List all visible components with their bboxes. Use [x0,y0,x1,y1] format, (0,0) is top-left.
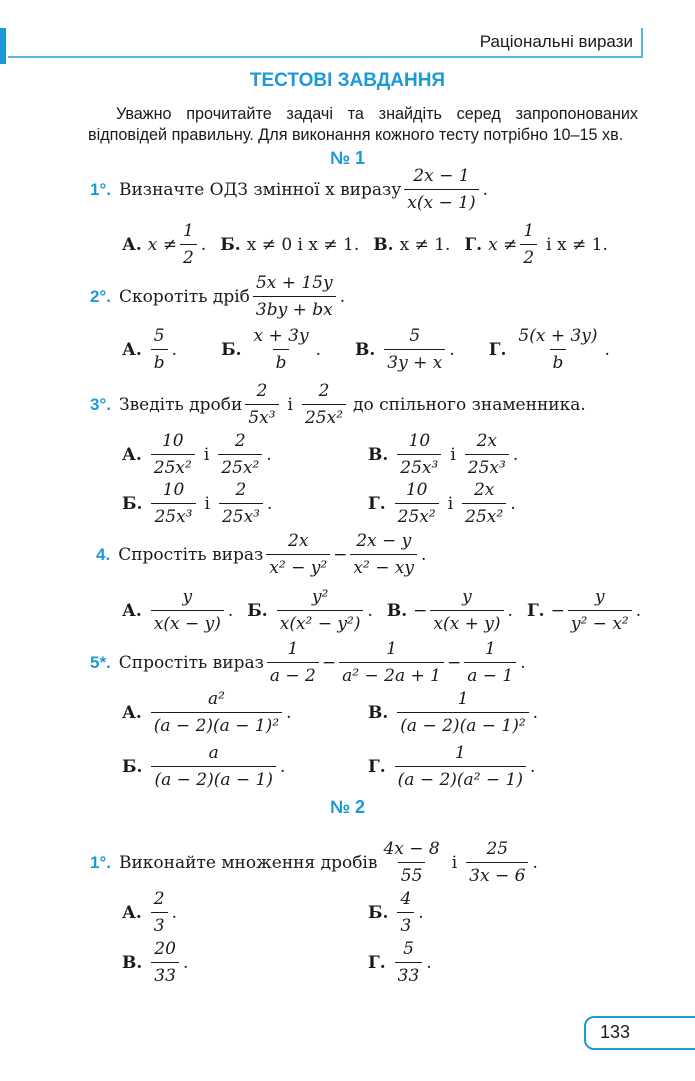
option-a-label: А. [122,600,142,621]
task-1-4: 4. Спростіть вираз $\frac{2x}{\text{x² − y²}}$ − $\frac{2x - y}{\text{x² − xy}}$ . [96,531,427,578]
denominator: x(x − y) [151,610,224,635]
numerator: 1 [386,639,397,659]
task-2-1-option-b: Б. $\frac{4}{3}$ . [368,889,424,936]
task-text: Спростіть вираз [118,544,264,565]
running-header [0,28,695,64]
task-number: 2°. [90,286,111,306]
option-g-fraction [568,586,632,635]
task-text: Спростіть вираз [118,652,264,673]
fraction [397,688,528,737]
option-b-label: Б. [220,234,241,255]
fraction [151,688,282,737]
intro-line-1: Уважно прочитайте задачі та знайдіть серед запропонованих [116,105,638,123]
fraction [395,742,526,791]
page-number: 133 [600,1022,631,1042]
task-1-2: 2°. Скоротіть дріб $\frac{5x + 15y}{3by + bx}$ . [90,273,346,320]
numerator: 5 [403,939,414,959]
option-g-fraction [520,220,537,269]
option-b-label: Б. [221,339,242,360]
numerator: x + 3y [253,326,309,346]
task-fraction-2 [302,380,346,429]
task-number: 5*. [90,652,111,672]
task-fraction-1 [245,380,278,429]
task-2-1: 1°. Виконайте множення дробів $\frac{4x - 8}{55}$ і $\frac{25}{3x - 6}$ . [90,839,538,886]
fraction [218,430,262,479]
task-number: 4. [96,544,111,564]
task-text: Зведіть дроби [118,394,243,415]
denominator: 25x² [151,454,195,479]
option-c-text: x ≠ 1. [399,234,451,255]
task-text: Визначте ОДЗ змінної x виразу [118,179,402,200]
denominator: (a − 2)(a − 1) [151,766,276,791]
option-label: А. [122,444,142,465]
option-label: Г. [368,756,386,777]
denominator: a − 1 [464,662,516,687]
fraction [151,742,276,791]
option-g-tail: і x ≠ 1. [546,234,608,255]
task-text-tail: до спільного знаменника. [353,394,586,415]
header-accent-bar [0,28,6,64]
option-label: Г. [368,493,386,514]
option-a-fraction [151,586,224,635]
fraction [397,430,441,479]
numerator: y [462,587,472,607]
option-label: Б. [122,493,143,514]
numerator: 1 [454,743,466,763]
fraction [151,479,195,528]
numerator: 1 [484,639,496,659]
task-fraction-2 [339,638,444,687]
fraction [219,479,263,528]
option-label: А. [122,702,142,723]
task-1-1-options: А. x ≠ $\frac{1}{2}$ . Б. x ≠ 0 і x ≠ 1. В. x ≠ 1. Г. x ≠ $\frac{1}{2}$ і x ≠ 1. [122,221,608,268]
numerator: 2x − y [356,531,412,551]
numerator: 5x + 15y [255,273,333,293]
numerator: y² [311,587,329,607]
numerator: 2 [235,480,247,500]
denominator: x² − xy [350,554,417,579]
numerator: 10 [161,431,184,451]
task-1-4-options: А. $\frac{y}{x(x - y)}$ . Б. $\frac{\text{y²}}{\text{x(x² − y²)}}$ . В. − $\frac{y}{x(x + y)}$ . Г. − $\frac{y}{\text{y² − x²}}$ . [122,587,642,634]
task-fraction-1 [266,530,330,579]
numerator: y [594,587,605,607]
option-label: В. [122,952,143,973]
denominator: a − 2 [267,662,319,687]
numerator: 4 [400,889,412,909]
denominator: 25x² [302,404,346,429]
denominator: 2 [520,244,537,269]
task-number: 1°. [90,852,111,872]
conjunction: і [451,852,458,873]
numerator: 20 [154,939,176,959]
fraction [395,938,423,987]
denominator: 25x³ [397,454,441,479]
task-expression [253,272,336,321]
numerator: 2 [256,381,268,401]
numerator: 1 [287,639,299,659]
intro-line-2: відповідей правильну. Для виконання кожного тесту потрібно 10–15 хв. [88,126,624,144]
task-2-1-option-c: В. $\frac{20}{33}$ . [122,939,189,986]
task-1-3 [90,380,586,429]
numerator: 10 [162,480,185,500]
denominator: a² − 2a + 1 [339,662,444,687]
option-a-fraction [180,220,197,269]
denominator: x(x² − y²) [277,610,364,635]
task-fraction-3 [464,638,516,687]
numerator: 10 [405,480,428,500]
denominator: 3by + bx [253,296,336,321]
intro-text [88,104,638,146]
task-expression [404,165,478,214]
denominator: y² − x² [568,610,632,635]
task-1-3-option-c: В. $\frac{10}{\text{25x³}}$ і $\frac{2x}{\text{25x³}}$ . [368,431,519,478]
option-g-fraction [515,325,600,374]
task-2-1-option-a: А. $\frac{2}{3}$ . [122,889,177,936]
task-1-2-options: А. $\frac{5}{b}$ . Б. $\frac{x + 3y}{b}$ . В. $\frac{5}{3y + x}$ . Г. $\frac{5(x + 3y)}{b}$ . [122,326,610,373]
fraction [397,888,414,937]
option-a-fraction [151,325,168,374]
option-label: Б. [368,902,389,923]
task-fraction-2 [350,530,417,579]
denominator: 25x³ [465,454,509,479]
numerator: 2x [473,480,495,500]
denominator: 3x − 6 [466,862,528,887]
option-c-label: В. [386,600,408,621]
denominator: 33 [151,962,179,987]
denominator: b [151,349,168,374]
task-fraction-1 [267,638,319,687]
numerator: a [208,743,219,763]
fraction [465,430,509,479]
option-g-label: Г. [488,339,507,360]
test-2-title: № 2 [329,797,366,817]
numerator: 4x − 8 [383,839,440,859]
task-1-3-option-b: Б. $\frac{10}{\text{25x³}}$ і $\frac{2}{\text{25x³}}$ . [122,480,273,527]
denominator: 3 [151,912,168,937]
task-1-5-option-g: Г. $\frac{1}{\text{(a − 2)(a² − 1)}}$ . [368,743,536,790]
denominator: 25x³ [151,503,195,528]
fraction [462,479,506,528]
fraction [395,479,439,528]
denominator: x² − y² [266,554,330,579]
numerator: 5 [409,326,421,346]
option-b-text: x ≠ 0 і x ≠ 1. [246,234,360,255]
task-1-5-option-b: Б. $\frac{a}{(a - 2)(a - 1)}$ . [122,743,286,790]
denominator: (a − 2)(a − 1)² [151,712,282,737]
numerator: 2 [153,889,165,909]
task-number: 1°. [90,179,111,199]
denominator: 55 [398,862,426,887]
numerator: 2x [476,431,497,451]
denominator: 25x² [218,454,262,479]
chapter-title: Раціональні вирази [479,32,633,51]
numerator: y [182,587,193,607]
numerator: 5(x + 3y) [518,326,598,346]
denominator: 3y + x [384,349,445,374]
denominator: 25x² [462,503,506,528]
option-g-label: Г. [526,600,545,621]
task-1-3-option-a: А. $\frac{10}{\text{25x²}}$ і $\frac{2}{\text{25x²}}$ . [122,431,272,478]
option-a-label: А. [122,234,142,255]
header-rule [8,56,643,58]
denominator: (a − 2)(a − 1)² [397,712,528,737]
denominator: x(x + y) [430,610,503,635]
header-rule-cap [641,28,643,58]
denominator: 25x³ [219,503,263,528]
denominator: (a − 2)(a² − 1) [395,766,526,791]
denominator: b [550,349,567,374]
task-1-5-option-c: В. $\frac{1}{\text{(a − 2)(a − 1)²}}$ . [368,689,539,736]
numerator: 10 [408,431,431,451]
numerator: a² [207,689,225,709]
task-1-1: 1°. Визначте ОДЗ змінної x виразу $\frac{2x - 1}{x(x - 1)}$ . [90,166,488,213]
denominator: 25x² [395,503,439,528]
denominator: 3 [397,912,414,937]
numerator: 2 [318,381,330,401]
denominator: 5x³ [245,404,278,429]
numerator: 25 [486,839,509,859]
option-b-fraction [277,586,364,635]
option-g-label: Г. [464,234,483,255]
denominator: 2 [180,244,197,269]
numerator: 1 [183,221,194,241]
denominator: 33 [395,962,423,987]
option-label: В. [368,702,389,723]
numerator: 1 [523,221,535,241]
option-b-fraction [251,325,312,374]
option-label: В. [368,444,389,465]
section-title: ТЕСТОВІ ЗАВДАННЯ [249,70,446,91]
fraction [151,430,195,479]
fraction [151,888,168,937]
option-label: Г. [368,952,386,973]
numerator: 2 [234,431,246,451]
numerator: 5 [153,326,165,346]
task-text: Виконайте множення дробів [118,852,378,873]
option-c-label: В. [354,339,376,360]
denominator: b [273,349,290,374]
task-text: Скоротіть дріб [118,286,250,307]
test-1-title: № 1 [329,148,366,168]
conjunction: і [287,394,293,415]
task-fraction-1 [380,838,442,887]
fraction [151,938,179,987]
option-c-fraction [430,586,503,635]
numerator: 2x [288,531,309,551]
task-number: 3°. [90,394,111,414]
numerator: 1 [457,689,469,709]
task-fraction-2 [466,838,528,887]
option-b-label: Б. [247,600,268,621]
option-a-text: x ≠ [147,234,178,255]
option-label: Б. [122,756,143,777]
option-c-fraction [384,325,445,374]
task-1-5-option-a: А. $\frac{\text{a²}}{\text{(a − 2)(a − 1)²}}$ . [122,689,292,736]
numerator: 2x − 1 [413,166,470,186]
option-g-text: x ≠ [488,234,518,255]
option-c-label: В. [373,234,394,255]
denominator: x(x − 1) [404,189,478,214]
task-1-3-option-g: Г. $\frac{10}{\text{25x²}}$ і $\frac{2x}{\text{25x²}}$ . [368,480,516,527]
option-a-label: А. [122,339,142,360]
task-1-5: 5*. Спростіть вираз $\frac{1}{a - 2}$ − $\frac{1}{\text{a² − 2a + 1}}$ − $\frac{1}{a - 1}$ . [90,639,526,686]
task-2-1-option-g: Г. $\frac{5}{33}$ . [368,939,432,986]
option-label: А. [122,902,142,923]
